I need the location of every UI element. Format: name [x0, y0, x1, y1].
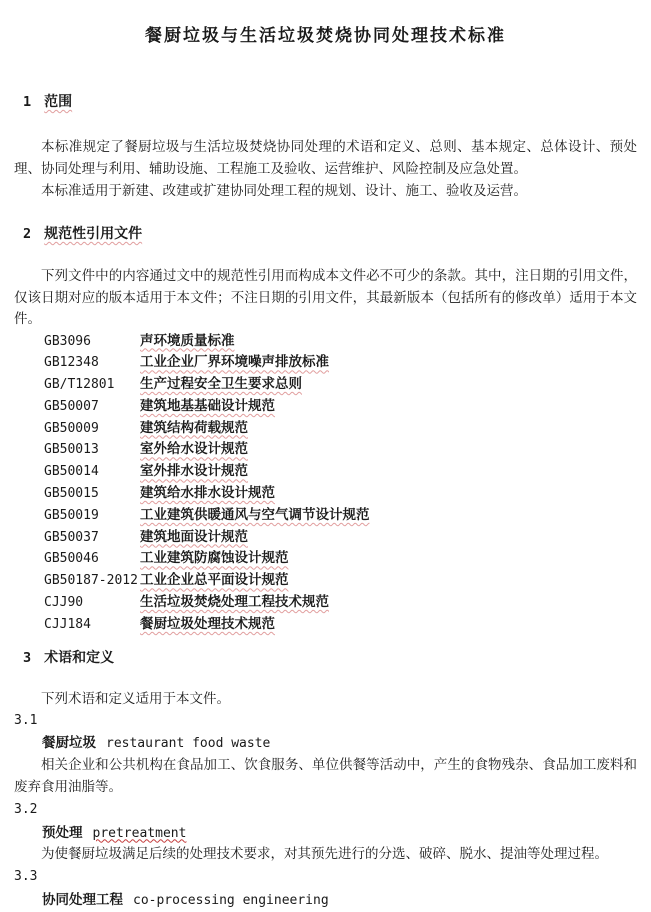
term-definition: 为使餐厨垃圾满足后续的处理技术要求，对其预先进行的分选、破碎、脱水、提油等处理过程。	[41, 846, 608, 863]
standard-name: 工业建筑供暖通风与空气调节设计规范	[140, 506, 370, 523]
standard-code: GB50014	[44, 464, 99, 480]
references-intro: 下列文件中的内容通过文中的规范性引用而构成本文件必不可少的条款。其中，注日期的引用文件，仅该日期对应的版本适用于本文件；不注日期的引用文件，其最新版本（包括所有的修改单）适用于本文件。	[14, 268, 637, 327]
term-english: restaurant food waste	[106, 736, 271, 752]
scope-paragraph-2: 本标准适用于新建、改建或扩建协同处理工程的规划、设计、施工、验收及运营。	[41, 183, 527, 199]
standard-row	[14, 548, 637, 570]
section-1-heading	[14, 92, 637, 112]
standard-row	[14, 439, 637, 461]
standard-row	[14, 461, 637, 483]
term-line	[14, 731, 637, 755]
standard-code: CJJ90	[44, 595, 84, 611]
term-line	[14, 888, 637, 912]
standard-name: 生产过程安全卫生要求总则	[140, 376, 302, 393]
standard-name: 生活垃圾焚烧处理工程技术规范	[140, 594, 329, 611]
section-3-number: 3	[23, 649, 32, 666]
standard-row	[14, 592, 637, 614]
standard-code: GB12348	[44, 355, 99, 371]
terms-intro: 下列术语和定义适用于本文件。	[41, 690, 230, 707]
term-english: co-processing engineering	[133, 893, 329, 909]
standard-name: 室外排水设计规范	[140, 463, 248, 480]
standard-row	[14, 614, 637, 636]
standard-row	[14, 527, 637, 549]
standard-row	[14, 418, 637, 440]
term-chinese: 餐厨垃圾	[42, 735, 96, 752]
standard-code: GB50037	[44, 529, 99, 545]
standard-name: 建筑地基基础设计规范	[140, 397, 275, 414]
standard-code: GB50013	[44, 442, 99, 458]
standard-name: 室外给水设计规范	[140, 441, 248, 458]
standard-code: GB50015	[44, 486, 99, 502]
standard-row	[14, 352, 637, 374]
standard-code: GB50007	[44, 398, 99, 414]
standard-code: GB50019	[44, 507, 99, 523]
standard-name: 餐厨垃圾处理技术规范	[140, 615, 275, 632]
standard-name: 建筑结构荷载规范	[140, 419, 248, 436]
document-title: 餐厨垃圾与生活垃圾焚烧协同处理技术标准	[145, 26, 506, 46]
standard-code: GB50009	[44, 420, 99, 436]
standards-list	[14, 331, 637, 636]
standard-name: 工业企业总平面设计规范	[140, 572, 289, 589]
term-entry-3-2	[14, 799, 637, 866]
section-1-title: 范围	[44, 94, 73, 110]
term-chinese: 协同处理工程	[42, 892, 123, 909]
term-english: pretreatment	[92, 825, 187, 841]
standard-code: CJJ184	[44, 616, 91, 632]
standard-row	[14, 374, 637, 396]
term-definition: 相关企业和公共机构在食品加工、饮食服务、单位供餐等活动中，产生的食物残杂、食品加工废料和废弃食用油脂等。	[14, 757, 637, 796]
term-line	[14, 821, 637, 845]
standard-row	[14, 483, 637, 505]
standard-name: 工业企业厂界环境噪声排放标准	[140, 354, 329, 371]
term-entry-3-3	[14, 866, 637, 912]
standard-row	[14, 505, 637, 527]
standard-row	[14, 331, 637, 353]
standard-code: GB50046	[44, 551, 99, 567]
section-2-heading	[14, 224, 637, 244]
standard-name: 声环境质量标准	[140, 332, 235, 349]
term-number: 3.1	[14, 712, 38, 728]
section-2-title: 规范性引用文件	[44, 226, 143, 242]
standard-row	[14, 396, 637, 418]
scope-paragraph-1: 本标准规定了餐厨垃圾与生活垃圾焚烧协同处理的术语和定义、总则、基本规定、总体设计、预处理、协同处理与利用、辅助设施、工程施工及验收、运营维护、风险控制及应急处置。	[14, 139, 637, 177]
term-chinese: 预处理	[42, 824, 83, 841]
standard-name: 建筑地面设计规范	[140, 528, 248, 545]
standard-code: GB3096	[44, 333, 91, 349]
section-1-number: 1	[23, 94, 32, 110]
section-2-number: 2	[23, 226, 32, 242]
term-number: 3.3	[14, 869, 38, 885]
standard-name: 建筑给水排水设计规范	[140, 485, 275, 502]
term-number: 3.2	[14, 801, 38, 817]
section-3-heading	[14, 648, 637, 668]
section-3-title: 术语和定义	[44, 649, 115, 666]
term-entry-3-1	[14, 710, 637, 799]
standard-row	[14, 570, 637, 592]
standard-code: GB/T12801	[44, 377, 115, 393]
standard-code: GB50187-2012	[44, 573, 138, 589]
standard-name: 工业建筑防腐蚀设计规范	[140, 550, 289, 567]
